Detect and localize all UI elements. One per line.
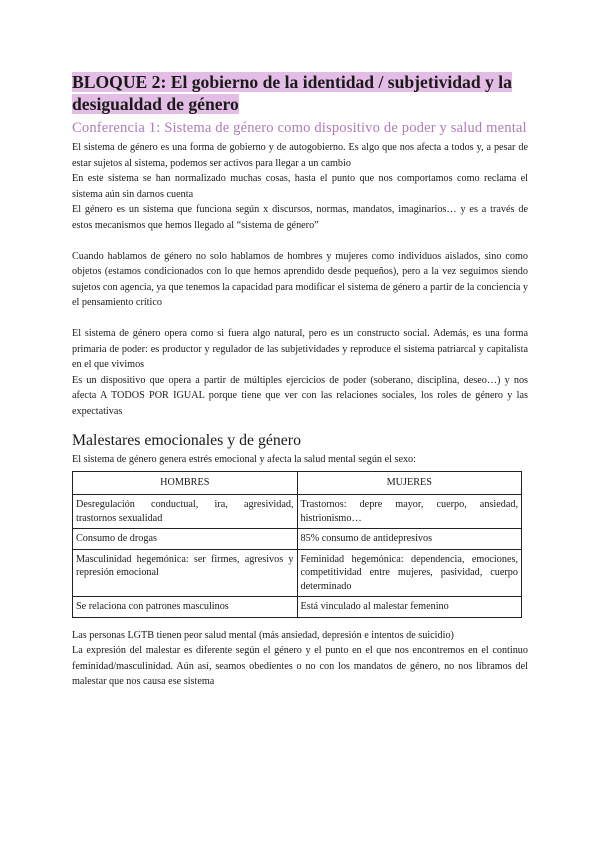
comparison-table <box>72 471 522 618</box>
paragraph: Cuando hablamos de género no solo hablamos de hombres y mujeres como individuos aislados, sino como objetos (estamos condicionados con lo que hemos aprendido desde pequeños), pero a la vez seguimos siendo sujetos con agencia, ya que tenemos la capacidad para modificar el sistema de género a partir de la conciencia y el pensamiento crítico <box>72 250 528 308</box>
table-header-row <box>73 471 522 495</box>
paragraph: En este sistema se han normalizado muchas cosas, hasta el punto que nos comportamos como reclama el sistema aún sin darnos cuenta <box>72 173 528 200</box>
document-page <box>72 72 528 690</box>
table-cell: 85% consumo de antidepresivos <box>297 529 522 550</box>
page-title <box>72 72 528 115</box>
paragraph: El sistema de género opera como si fuera algo natural, pero es un constructo social. Además, es una forma primaria de poder: es productor y regulador de las subjetividades y reproduce el sistema patriarcal y capitalista en el que vivimos <box>72 328 528 370</box>
title-line-2: desigualdad de género <box>72 93 239 114</box>
paragraph: Es un dispositivo que opera a partir de múltiples ejercicios de poder (soberano, disciplina, deseo…) y nos afecta A TODOS POR IGUAL porque tiene que ver con las relaciones sociales, los roles de género y las expectativas <box>72 374 528 417</box>
table-cell: Feminidad hegemónica: dependencia, emociones, competitividad entre mujeres, pasividad, cuerpo determinado <box>297 549 522 597</box>
table-cell: Está vinculado al malestar femenino <box>297 597 522 618</box>
table-row <box>73 529 522 550</box>
title-line-1: BLOQUE 2: El gobierno de la identidad / subjetividad y la <box>72 72 512 92</box>
table-cell: Desregulación conductual, ira, agresividad, trastornos sexualidad <box>73 495 298 529</box>
section-heading: Malestares emocionales y de género <box>72 432 301 449</box>
table-cell: Consumo de drogas <box>73 529 298 550</box>
paragraph: El sistema de género es una forma de gobierno y de autogobierno. Es algo que nos afecta a todos y, a pesar de estar sujetos al sistema, podemos ser activos para llegar a un cambio <box>72 142 528 169</box>
table-row <box>73 495 522 529</box>
conference-heading: Conferencia 1: Sistema de género como dispositivo de poder y salud mental <box>72 120 527 136</box>
table-cell: Se relaciona con patrones masculinos <box>73 597 298 618</box>
table-cell: Masculinidad hegemónica: ser firmes, agresivos y represión emocional <box>73 549 298 597</box>
paragraph: La expresión del malestar es diferente según el género y el punto en el que nos encontremos en el continuo feminidad/masculinidad. Aún así, seamos obedientes o no con los mandatos de género, no nos libramos del malestar que nos causa ese sistema <box>72 645 528 687</box>
table-intro: El sistema de género genera estrés emocional y afecta la salud mental según el sexo: <box>72 454 416 465</box>
table-header-hombres: HOMBRES <box>73 471 298 495</box>
table-row <box>73 549 522 597</box>
table-cell: Trastornos: depre mayor, cuerpo, ansiedad, histrionismo… <box>297 495 522 529</box>
table-row <box>73 597 522 618</box>
paragraph: Las personas LGTB tienen peor salud mental (más ansiedad, depresión e intentos de suicidio) <box>72 629 454 641</box>
table-header-mujeres: MUJERES <box>297 471 522 495</box>
paragraph: El género es un sistema que funciona según x discursos, normas, mandatos, imaginarios… y es a través de estos mecanismos que hemos llegado al “sistema de género” <box>72 204 528 231</box>
